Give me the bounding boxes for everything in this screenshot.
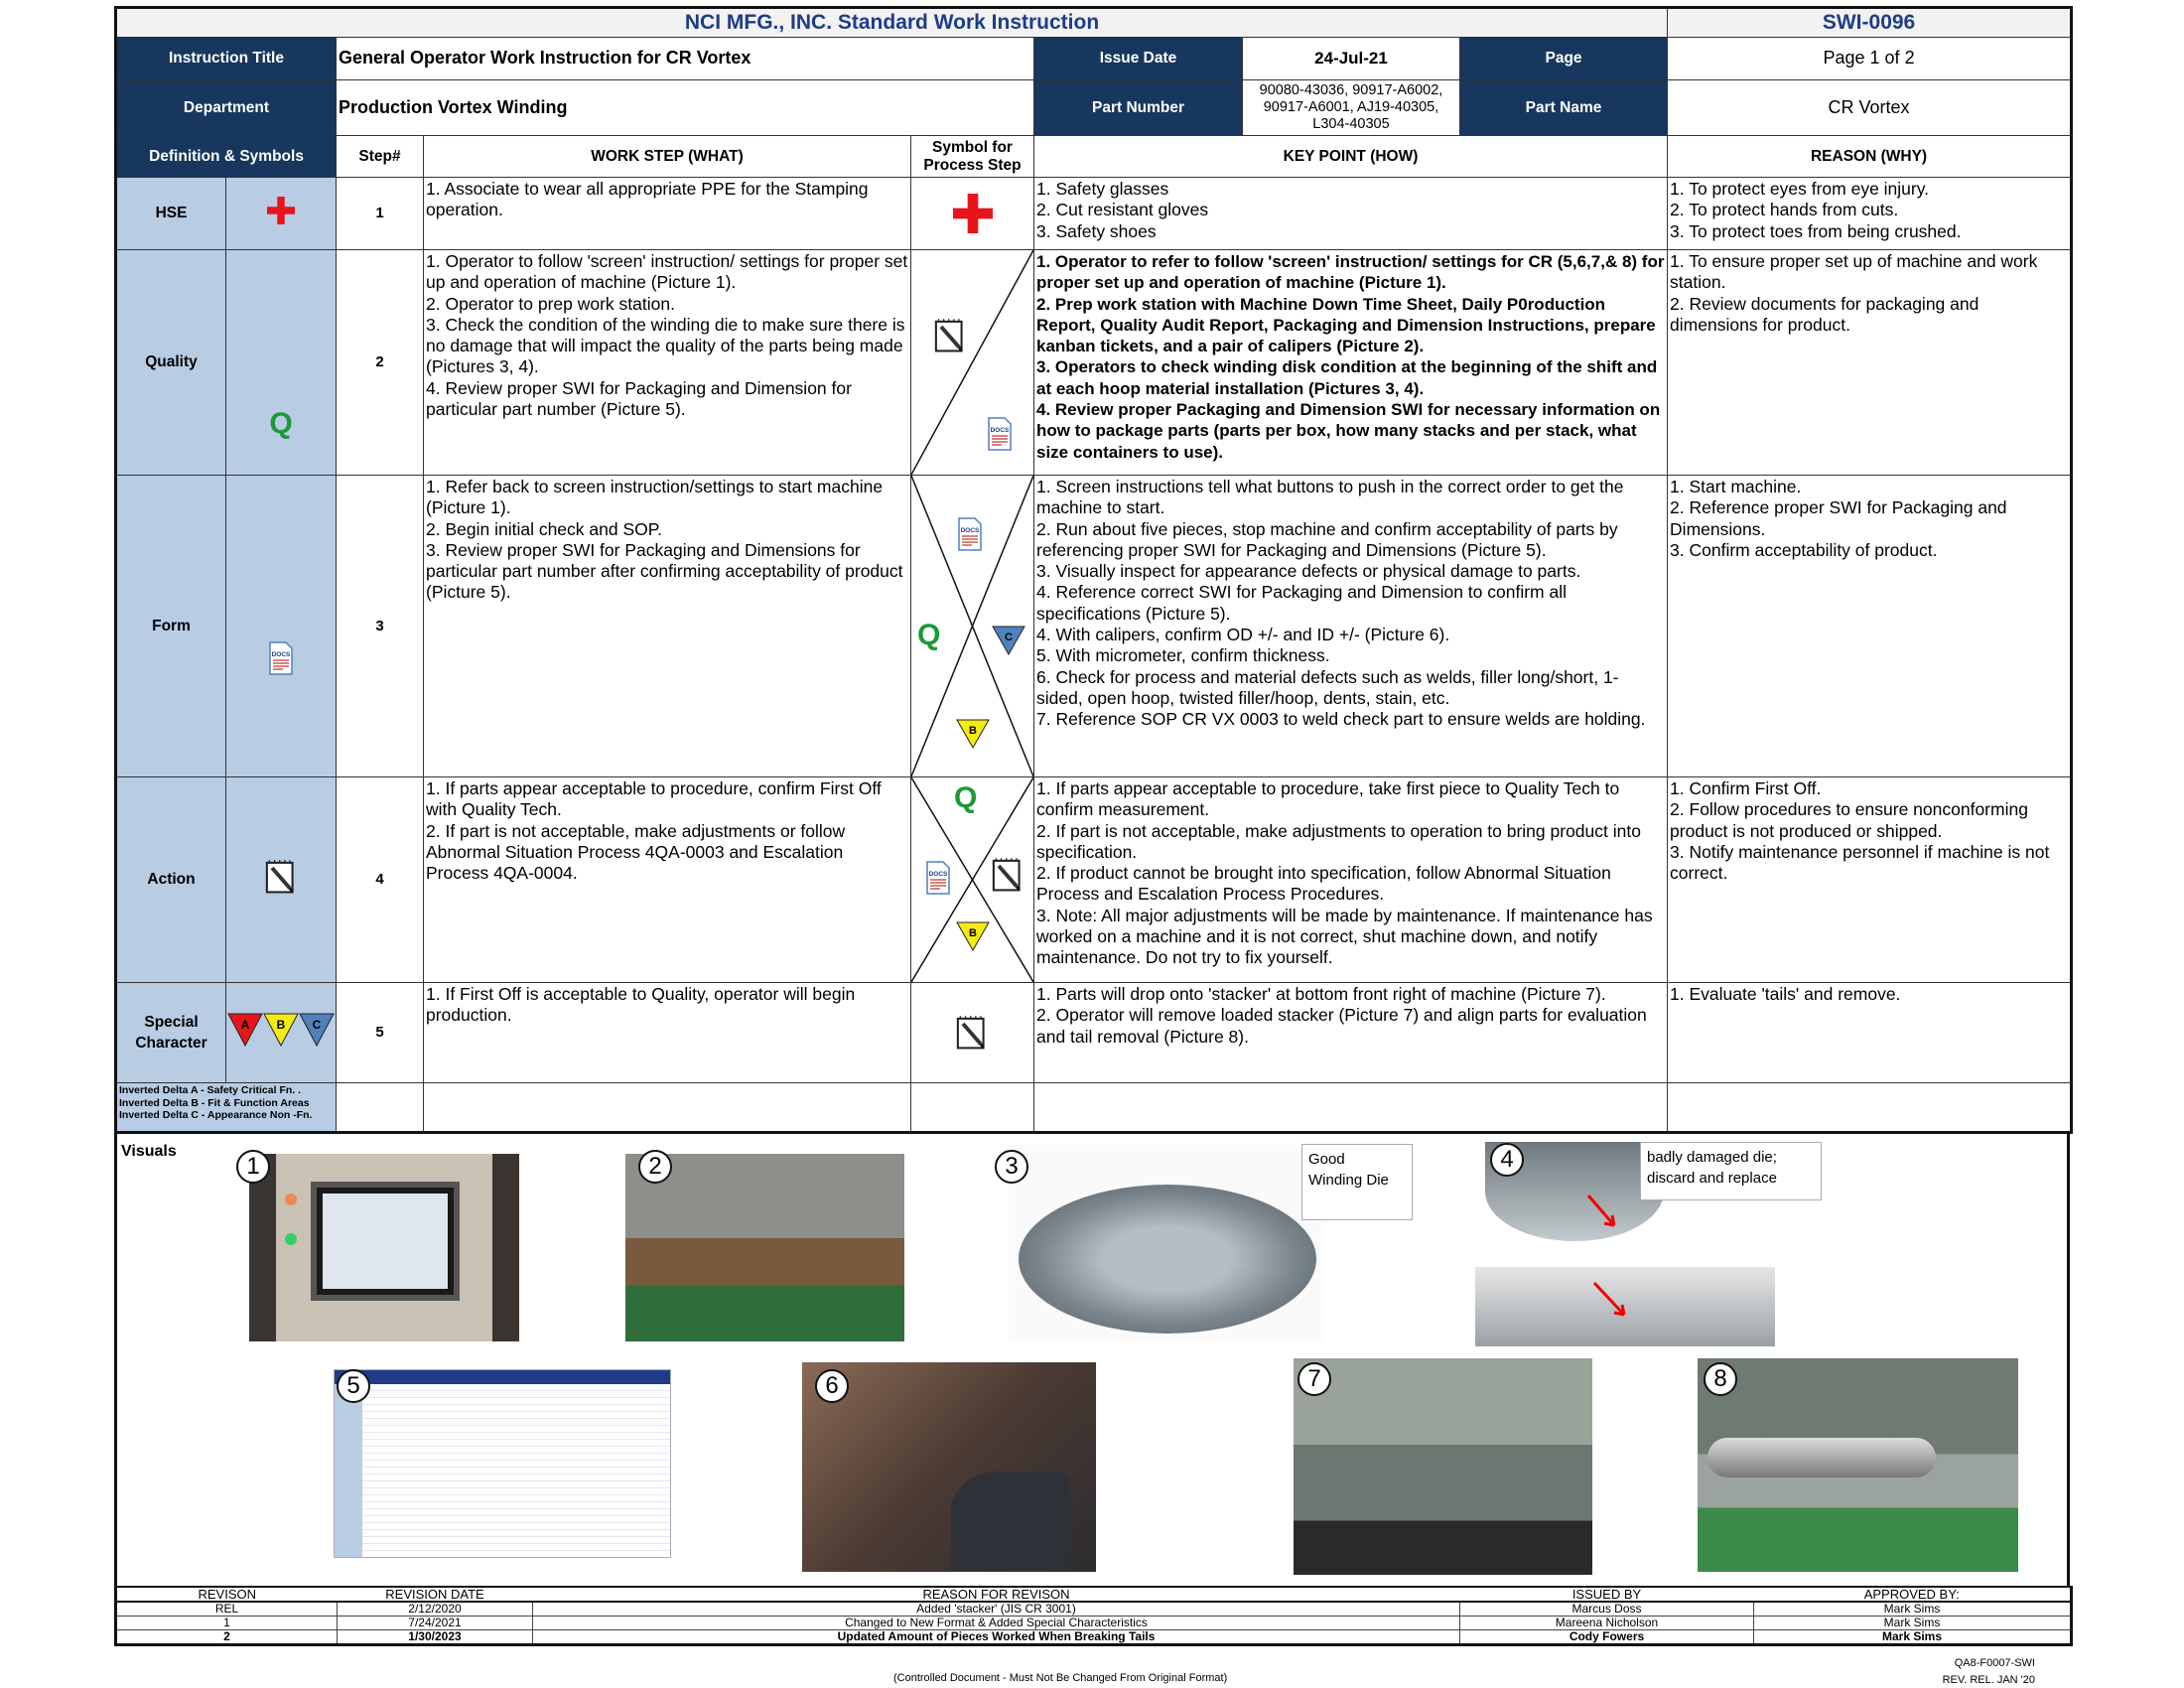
revision-reason: Added 'stacker' (JIS CR 3001)	[533, 1602, 1460, 1617]
revision-row	[116, 1602, 2072, 1617]
picture-number: 6	[815, 1369, 849, 1403]
document-icon	[957, 517, 983, 551]
delta-definitions: Inverted Delta A - Safety Critical Fn. . Inverted Delta B - Fit & Function Areas Inverted Delta C - Appearance Non -Fn.	[116, 1083, 337, 1133]
quality-q-icon: Q	[954, 781, 978, 814]
visuals-section	[114, 1131, 2070, 1586]
step-number: 2	[337, 250, 424, 476]
step-number: 5	[337, 983, 424, 1083]
instruction-title-label: Instruction Title	[116, 38, 337, 80]
form-revision: REV. REL. JAN '20	[1942, 1674, 2035, 1686]
diagonal-divider	[911, 250, 1033, 475]
definition-icon-cell	[226, 178, 337, 250]
key-point-text: 1. Safety glasses 2. Cut resistant gloves 3. Safety shoes	[1034, 178, 1668, 250]
picture-number: 5	[337, 1369, 370, 1403]
svg-text:C: C	[1005, 632, 1013, 643]
approved-by: Mark Sims	[1754, 1630, 2072, 1645]
reason-text: 1. Confirm First Off. 2. Follow procedures to ensure nonconforming product is not produced or shipped. 3. Notify maintenance personnel if machine is not correct.	[1668, 777, 2072, 983]
reason-text: 1. Evaluate 'tails' and remove.	[1668, 983, 2072, 1083]
empty-cell	[1034, 1083, 1668, 1133]
reason-header: REASON (WHY)	[1668, 136, 2072, 178]
work-step-header: WORK STEP (WHAT)	[424, 136, 911, 178]
svg-text:B: B	[276, 1017, 286, 1032]
docs-text: DOCS	[928, 871, 948, 878]
key-point-header: KEY POINT (HOW)	[1034, 136, 1668, 178]
work-step-text: 1. Associate to wear all appropriate PPE for the Stamping operation.	[424, 178, 911, 250]
approved-by: Mark Sims	[1754, 1602, 2072, 1617]
step-row	[116, 777, 2072, 983]
revision-reason: Updated Amount of Pieces Worked When Breaking Tails	[533, 1630, 1460, 1645]
definition-icon-cell	[226, 983, 337, 1083]
notepad-icon	[991, 857, 1024, 893]
page-value: Page 1 of 2	[1668, 38, 2072, 80]
svg-text:B: B	[969, 927, 977, 939]
issue-date-value: 24-Jul-21	[1243, 38, 1460, 80]
revision-row	[116, 1617, 2072, 1630]
issued-by: Marcus Doss	[1460, 1602, 1754, 1617]
notepad-icon	[264, 859, 298, 895]
docs-text: DOCS	[271, 650, 291, 658]
instruction-title-value: General Operator Work Instruction for CR Vortex	[337, 38, 1034, 80]
symbol-cell	[911, 983, 1034, 1083]
symbol-cell	[911, 777, 1034, 983]
red-cross-icon	[953, 194, 993, 233]
svg-text:C: C	[312, 1017, 322, 1032]
revision-date-header: REVISION DATE	[338, 1587, 533, 1602]
department-value: Production Vortex Winding	[337, 80, 1034, 136]
picture-2-work-station	[625, 1154, 904, 1341]
issued-by: Cody Fowers	[1460, 1630, 1754, 1645]
reason-header: REASON FOR REVISON	[533, 1587, 1460, 1602]
step-number: 4	[337, 777, 424, 983]
part-number-value: 90080-43036, 90917-A6002, 90917-A6001, AJ19-40305, L304-40305	[1243, 80, 1460, 136]
step-header: Step#	[337, 136, 424, 178]
approved-by-header: APPROVED BY:	[1754, 1587, 2072, 1602]
red-arrow-icons	[1584, 1192, 1664, 1331]
inverted-delta-icons	[227, 1012, 335, 1048]
revision-header: REVISON	[116, 1587, 338, 1602]
picture-5-swi-document	[334, 1369, 671, 1558]
key-point-text: 1. Parts will drop onto 'stacker' at bottom front right of machine (Picture 7). 2. Operator will remove loaded stacker (Picture 7) and align parts for evaluation and tail removal (Picture 8).	[1034, 983, 1668, 1083]
picture-number: 1	[236, 1150, 270, 1184]
work-step-text: 1. If First Off is acceptable to Quality, operator will begin production.	[424, 983, 911, 1083]
step-row	[116, 983, 2072, 1083]
controlled-document-note: (Controlled Document - Must Not Be Changed From Original Format)	[893, 1672, 1228, 1684]
picture-4-note: badly damaged die; discard and replace	[1640, 1142, 1822, 1200]
empty-cell	[424, 1083, 911, 1133]
picture-3-good-winding-die	[1009, 1145, 1323, 1341]
symbol-cell	[911, 250, 1034, 476]
document-icon	[925, 861, 951, 895]
quality-q-icon: Q	[917, 619, 941, 651]
picture-7-stacker	[1294, 1358, 1592, 1575]
revision-reason: Changed to New Format & Added Special Characteristics	[533, 1617, 1460, 1630]
step-number: 1	[337, 178, 424, 250]
revision-row	[116, 1630, 2072, 1645]
definition-label: HSE	[116, 178, 226, 250]
svg-text:B: B	[969, 725, 977, 737]
revision-table	[114, 1586, 2073, 1646]
docs-text: DOCS	[990, 427, 1010, 434]
step-row	[116, 250, 2072, 476]
quality-q-icon: Q	[269, 406, 293, 440]
svg-text:A: A	[240, 1017, 250, 1032]
revision-date: 2/12/2020	[338, 1602, 533, 1617]
part-name-value: CR Vortex	[1668, 80, 2072, 136]
work-step-text: 1. Operator to follow 'screen' instruction/ settings for proper set up and operation of machine (Picture 1). 2. Operator to prep work station. 3. Check the condition of the winding die to make sure there is no damage that will impact the quality of the parts being made (Pictures 3, 4). 4. Review proper SWI for Packaging and Dimension for particular part number (Picture 5).	[424, 250, 911, 476]
definition-label: Form	[116, 476, 226, 777]
definition-icon-cell	[226, 777, 337, 983]
revision-date: 7/24/2021	[338, 1617, 533, 1630]
visuals-label: Visuals	[121, 1143, 177, 1160]
issued-by: Mareena Nicholson	[1460, 1617, 1754, 1630]
work-step-text: 1. Refer back to screen instruction/settings to start machine (Picture 1). 2. Begin initial check and SOP. 3. Review proper SWI for Packaging and Dimensions for particular part number after confirming acceptability of product (Picture 5).	[424, 476, 911, 777]
step-row	[116, 178, 2072, 250]
definition-icon-cell	[226, 476, 337, 777]
docs-text: DOCS	[960, 527, 980, 534]
picture-3-note: Good Winding Die	[1301, 1144, 1413, 1220]
definition-label: Special Character	[116, 983, 226, 1083]
reason-text: 1. To ensure proper set up of machine and work station. 2. Review documents for packaging and dimensions for product.	[1668, 250, 2072, 476]
part-name-label: Part Name	[1460, 80, 1668, 136]
part-number-label: Part Number	[1034, 80, 1243, 136]
key-point-text: 1. Screen instructions tell what buttons to push in the correct order to get the machine to start. 2. Run about five pieces, stop machine and confirm acceptability of parts by referencing proper SWI for Packaging and Dimensions (Picture 5). 3. Visually inspect for appearance defects or physical damage to parts. 4. Reference correct SWI for Packaging and Dimension to confirm all specifications (Picture 5). 4. With calipers, confirm OD +/- and ID +/- (Picture 6). 5. With micrometer, confirm thickness. 6. Check for process and material defects such as welds, filler long/short, 1-sided, open hoop, twisted filler/hoop, dents, stain, etc. 7. Reference SOP CR VX 0003 to weld check part to ensure welds are holding.	[1034, 476, 1668, 777]
inverted-delta-b-icon	[955, 718, 991, 750]
picture-1-control-panel	[249, 1154, 519, 1341]
picture-number: 3	[995, 1150, 1028, 1184]
picture-number: 2	[638, 1150, 672, 1184]
step-row	[116, 476, 2072, 777]
department-label: Department	[116, 80, 337, 136]
work-instruction-table	[114, 6, 2073, 1134]
revision: REL	[116, 1602, 338, 1617]
reason-text: 1. Start machine. 2. Reference proper SWI for Packaging and Dimensions. 3. Confirm acceptability of product.	[1668, 476, 2072, 777]
empty-cell	[911, 1083, 1034, 1133]
approved-by: Mark Sims	[1754, 1617, 2072, 1630]
step-number: 3	[337, 476, 424, 777]
picture-8-tail-removal	[1698, 1358, 2018, 1572]
red-cross-icon	[267, 197, 295, 224]
picture-number: 7	[1297, 1362, 1331, 1396]
inverted-delta-c-icon	[991, 625, 1026, 656]
document-number: SWI-0096	[1668, 8, 2072, 38]
work-step-text: 1. If parts appear acceptable to procedure, confirm First Off with Quality Tech. 2. If part is not acceptable, make adjustments or follow Abnormal Situation Process 4QA-0003 and Escalation Process 4QA-0004.	[424, 777, 911, 983]
definition-label: Action	[116, 777, 226, 983]
picture-number: 4	[1490, 1143, 1524, 1177]
empty-cell	[1668, 1083, 2072, 1133]
reason-text: 1. To protect eyes from eye injury. 2. To protect hands from cuts. 3. To protect toes from being crushed.	[1668, 178, 2072, 250]
key-point-text: 1. If parts appear acceptable to procedure, take first piece to Quality Tech to confirm measurement. 2. If part is not acceptable, make adjustments to operation to bring product into specification. 2. If product cannot be brought into specification, follow Abnormal Situation Process and Escalation Process Procedures. 3. Note: All major adjustments will be made by maintenance. If maintenance has worked on a machine and it is not correct, shut machine down, and notify maintenance. Do not try to fix yourself.	[1034, 777, 1668, 983]
symbol-header: Symbol for Process Step	[911, 136, 1034, 178]
page-label: Page	[1460, 38, 1668, 80]
symbol-cell	[911, 178, 1034, 250]
document-icon	[268, 641, 294, 675]
empty-cell	[337, 1083, 424, 1133]
revision: 1	[116, 1617, 338, 1630]
inverted-delta-b-icon	[955, 920, 991, 952]
symbol-cell	[911, 476, 1034, 777]
definition-icon-cell	[226, 250, 337, 476]
definitions-header: Definition & Symbols	[116, 136, 337, 178]
definition-label: Quality	[116, 250, 226, 476]
document-title: NCI MFG., INC. Standard Work Instruction	[116, 8, 1668, 38]
document-icon	[987, 417, 1013, 451]
key-point-text: 1. Operator to refer to follow 'screen' instruction/ settings for CR (5,6,7,& 8) for proper set up and operation of machine (Picture 1). 2. Prep work station with Machine Down Time Sheet, Daily P0roduction Report, Quality Audit Report, Packaging and Dimension Instructions, prepare kanban tickets, and a pair of calipers (Picture 2). 3. Operators to check winding disk condition at the beginning of the shift and at each hoop material installation (Pictures 3, 4). 4. Review proper Packaging and Dimension SWI for necessary information on how to package parts (parts per box, how many stacks and per stack, what size containers to use).	[1034, 250, 1668, 476]
notepad-icon	[955, 1015, 989, 1051]
form-number: QA8-F0007-SWI	[1954, 1657, 2035, 1669]
issued-by-header: ISSUED BY	[1460, 1587, 1754, 1602]
revision-date: 1/30/2023	[338, 1630, 533, 1645]
issue-date-label: Issue Date	[1034, 38, 1243, 80]
picture-number: 8	[1704, 1362, 1737, 1396]
notepad-icon	[933, 318, 967, 353]
revision: 2	[116, 1630, 338, 1645]
